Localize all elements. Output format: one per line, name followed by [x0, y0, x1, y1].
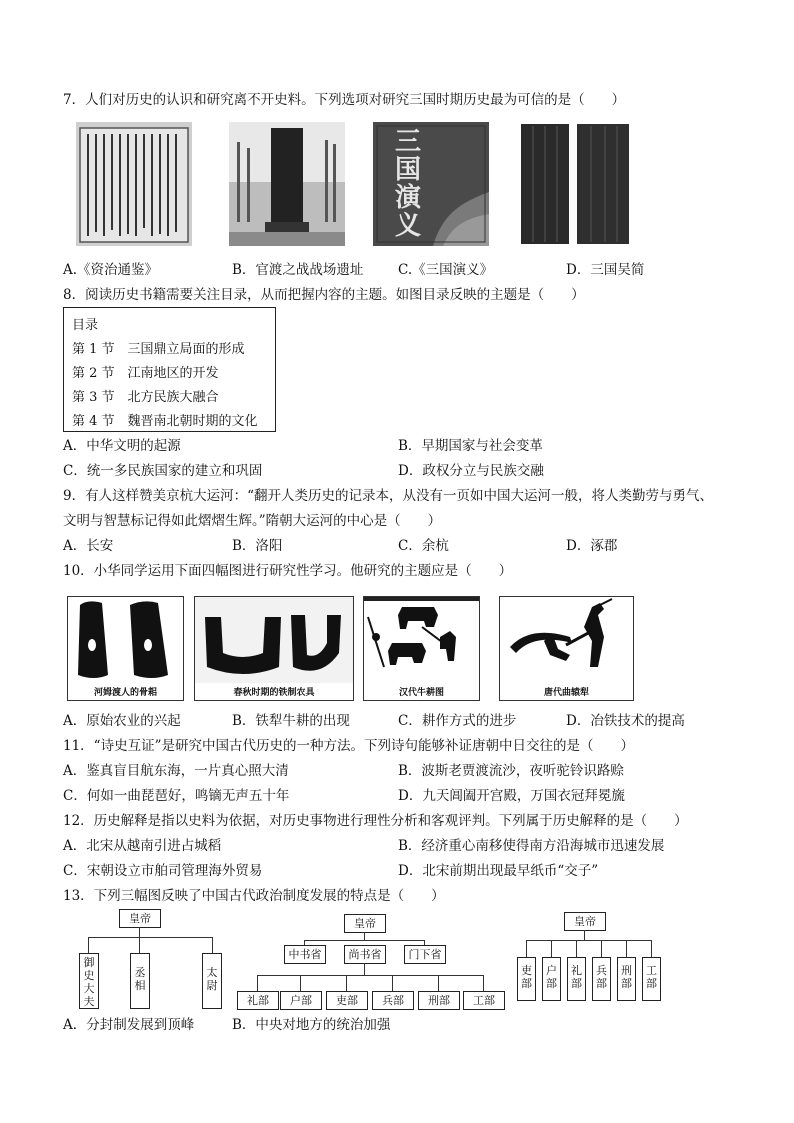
- q9-stem-line1: 9．有人这样赞美京杭大运河：“翻开人类历史的记录本，从没有一页如中国大运河一般，将人类勤劳与勇气、: [63, 488, 713, 504]
- department-box: 工部: [463, 991, 505, 1010]
- q7-novel-cover-image: [373, 122, 489, 246]
- official-box-yushi: 御史大夫: [79, 953, 99, 1009]
- q7-option-c[interactable]: C.《三国演义》: [398, 262, 494, 278]
- toc-title: 目录: [72, 318, 99, 333]
- emperor-box: 皇帝: [344, 914, 386, 933]
- q9-option-b[interactable]: B．洛阳: [232, 538, 283, 554]
- department-box: 兵部: [372, 991, 414, 1010]
- toc-row: 第 1 节 三国鼎立局面的形成: [72, 342, 245, 357]
- ministry-box: 刑部: [617, 957, 636, 1001]
- ministry-box: 吏部: [517, 957, 536, 1001]
- official-box-taiwei: 太尉: [202, 953, 222, 1009]
- emperor-box: 皇帝: [564, 912, 606, 931]
- q12-stem: 12．历史解释是指以史料为依据，对历史事物进行理性分析和客观评判。下列属于历史解释的是（ ）: [63, 813, 688, 829]
- q7-novel-cover-title: 三国演义: [394, 127, 421, 241]
- ministry-box: 工部: [642, 957, 661, 1001]
- q10-option-b[interactable]: B．铁犁牛耕的出现: [232, 713, 350, 729]
- q11-stem: 11．“诗史互证”是研究中国古代历史的一种方法。下列诗句能够补证唐朝中日交往的是（ ）: [63, 738, 634, 754]
- toc-row: 第 4 节 魏晋南北朝时期的文化: [72, 414, 258, 429]
- q12-option-d[interactable]: D．北宋前期出现最早纸币“交子”: [398, 863, 599, 879]
- q7-battlefield-stele-image: [229, 122, 345, 246]
- ministry-box-zhongshu: 中书省: [284, 945, 326, 964]
- q11-option-c[interactable]: C．何如一曲琵琶好，鸣镝无声五十年: [63, 788, 290, 804]
- q9-option-c[interactable]: C．余杭: [398, 538, 449, 554]
- q10-caption: 河姆渡人的骨耜: [93, 688, 157, 698]
- ministry-box: 兵部: [592, 957, 611, 1001]
- emperor-box: 皇帝: [119, 909, 161, 928]
- q13-option-b[interactable]: B．中央对地方的统治加强: [232, 1017, 391, 1033]
- q11-option-a[interactable]: A．鉴真盲目航东海，一片真心照大清: [63, 763, 289, 779]
- ministry-box-menxia: 门下省: [404, 945, 446, 964]
- q12-option-c[interactable]: C．宋朝设立市舶司管理海外贸易: [63, 863, 263, 879]
- q9-option-a[interactable]: A．长安: [63, 538, 114, 554]
- department-box: 礼部: [237, 991, 279, 1010]
- q7-book-page-image: [76, 122, 192, 246]
- q8-stem: 8．阅读历史书籍需要关注目录，从而把握内容的主题。如图目录反映的主题是（ ）: [63, 287, 585, 303]
- q8-option-d[interactable]: D．政权分立与民族交融: [398, 463, 544, 479]
- q8-option-c[interactable]: C．统一多民族国家的建立和巩固: [63, 463, 263, 479]
- q8-option-a[interactable]: A．中华文明的起源: [63, 438, 181, 454]
- department-box: 吏部: [326, 991, 368, 1010]
- q10-option-a[interactable]: A．原始农业的兴起: [63, 713, 181, 729]
- q11-option-b[interactable]: B．波斯老贾渡流沙，夜听驼铃识路赊: [398, 763, 624, 779]
- q10-caption: 唐代曲辕犁: [543, 688, 589, 698]
- q9-option-d[interactable]: D．涿郡: [566, 538, 618, 554]
- q13-option-a[interactable]: A．分封制发展到顶峰: [63, 1017, 195, 1033]
- ministry-box: 礼部: [567, 957, 586, 1001]
- q7-option-d[interactable]: D．三国吴简: [566, 262, 645, 278]
- toc-row: 第 2 节 江南地区的开发: [72, 366, 219, 381]
- q8-option-b[interactable]: B．早期国家与社会变革: [398, 438, 543, 454]
- q12-option-b[interactable]: B．经济重心南移使得南方沿海城市迅速发展: [398, 838, 665, 854]
- q10-bone-spade-figure: [67, 596, 184, 701]
- q10-iron-tools-figure: [194, 596, 354, 701]
- q7-stem: 7．人们对历史的认识和研究离不开史料。下列选项对研究三国时期历史最为可信的是（ ）: [63, 92, 626, 108]
- department-box: 刑部: [418, 991, 460, 1010]
- ministry-box-shangshu: 尚书省: [344, 945, 386, 964]
- q11-option-d[interactable]: D．九天阊阖开宫殿，万国衣冠拜冕旒: [398, 788, 625, 804]
- q7-option-a[interactable]: A.《资治通鉴》: [63, 262, 159, 278]
- q10-caption: 春秋时期的铁制农具: [233, 688, 315, 698]
- official-box-chengxiang: 丞相: [130, 953, 150, 1009]
- q10-option-d[interactable]: D．冶铁技术的提高: [566, 713, 685, 729]
- q10-stem: 10．小华同学运用下面四幅图进行研究性学习。他研究的主题应是（ ）: [63, 563, 513, 579]
- q7-option-b[interactable]: B．官渡之战战场遗址: [232, 262, 364, 278]
- q9-stem-line2: 文明与智慧标记得如此熠熠生辉。”隋朝大运河的中心是（ ）: [63, 513, 442, 529]
- q8-table-of-contents: [63, 307, 276, 432]
- toc-row: 第 3 节 北方民族大融合: [72, 390, 219, 405]
- q7-bamboo-slips-image: [519, 122, 631, 246]
- q10-option-c[interactable]: C．耕作方式的进步: [398, 713, 517, 729]
- q10-caption: 汉代牛耕图: [398, 688, 444, 698]
- q13-stem: 13．下列三幅图反映了中国古代政治制度发展的特点是（ ）: [63, 888, 445, 904]
- department-box: 户部: [280, 991, 322, 1010]
- q10-curved-plow-figure: [499, 596, 634, 701]
- q12-option-a[interactable]: A．北宋从越南引进占城稻: [63, 838, 222, 854]
- ministry-box: 户部: [542, 957, 561, 1001]
- q10-ox-plowing-figure: [363, 596, 480, 701]
